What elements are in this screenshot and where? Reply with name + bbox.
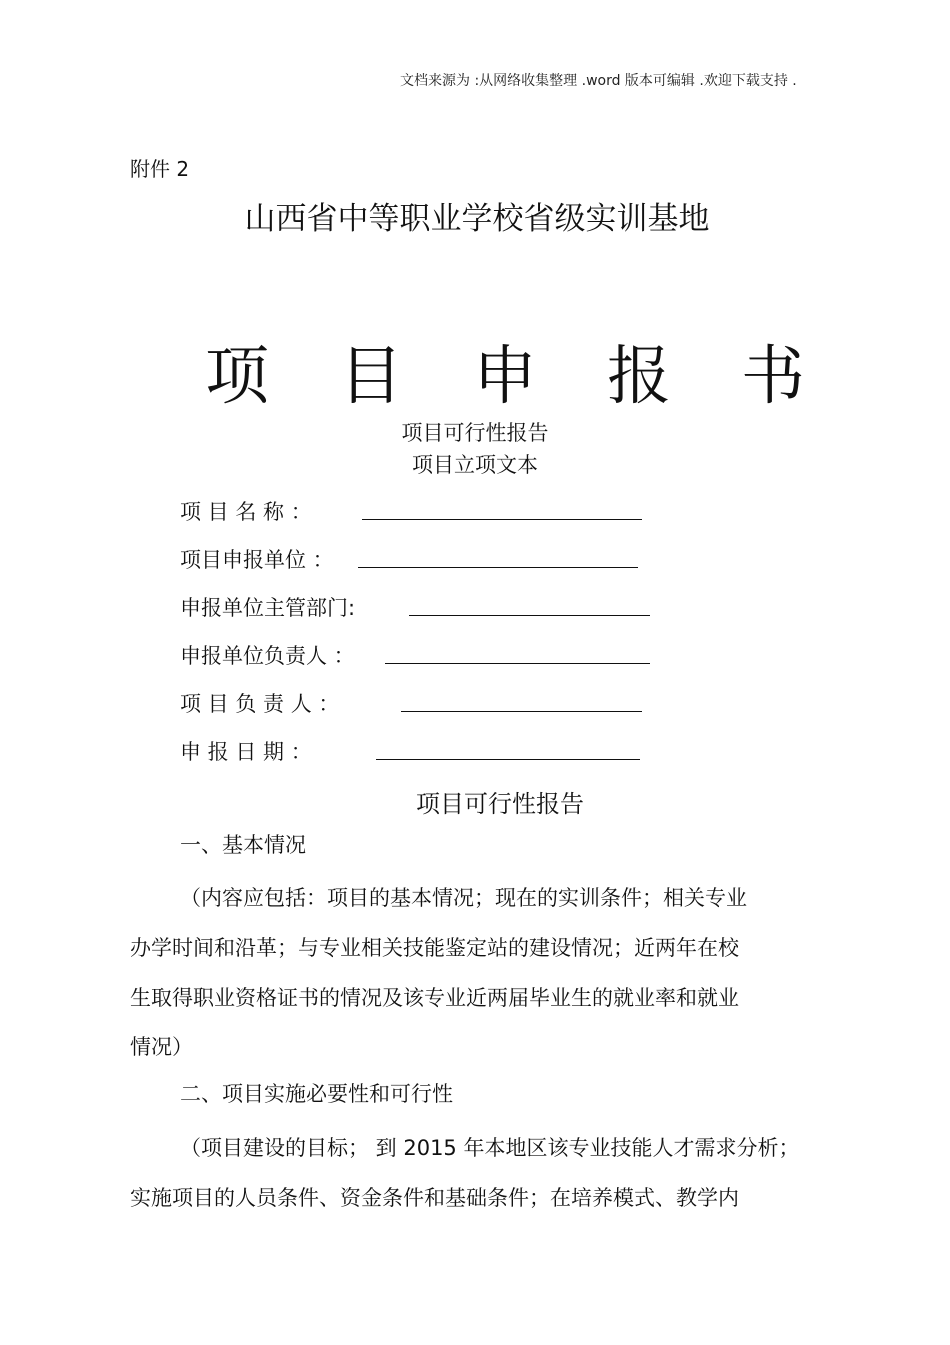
paragraph-line: 实施项目的人员条件、资金条件和基础条件；在培养模式、教学内 (130, 1186, 739, 1210)
field-label-project-leader: 项 目 负 责 人 ： (180, 692, 340, 716)
document-subtitle: 山西省中等职业学校省级实训基地 (244, 201, 710, 237)
field-line-project-leader[interactable] (401, 711, 642, 712)
title-char: 书 (741, 340, 805, 414)
section-heading-basic: 一、基本情况 (180, 833, 306, 857)
paragraph-line: 情况） (130, 1035, 193, 1059)
paragraph-line: 生取得职业资格证书的情况及该专业近两届毕业生的就业率和就业 (130, 986, 739, 1010)
field-line-unit-leader[interactable] (385, 663, 650, 664)
field-line-apply-date[interactable] (376, 759, 640, 760)
field-label-apply-date: 申 报 日 期 ： (180, 740, 312, 764)
field-label-unit-leader: 申报单位负责人 ： (180, 644, 355, 668)
title-char: 目 (339, 340, 403, 414)
field-label-supervising-dept: 申报单位主管部门: (180, 596, 356, 620)
title-char: 报 (607, 340, 671, 414)
option-feasibility-report: 项目可行性报告 (401, 421, 549, 445)
document-title (205, 325, 805, 417)
option-project-document: 项目立项文本 (412, 453, 538, 477)
field-line-project-name[interactable] (362, 519, 642, 520)
section-title: 项目可行性报告 (416, 790, 584, 818)
paragraph-line: （项目建设的目标； 到 2015 年本地区该专业技能人才需求分析； (180, 1136, 800, 1160)
field-line-applicant-unit[interactable] (358, 567, 638, 568)
paragraph-line: （内容应包括：项目的基本情况；现在的实训条件；相关专业 (180, 886, 747, 910)
paragraph-line: 办学时间和沿革；与专业相关技能鉴定站的建设情况；近两年在校 (130, 936, 739, 960)
attachment-label: 附件 2 (130, 157, 190, 181)
field-label-project-name: 项 目 名 称 ： (180, 500, 312, 524)
title-char: 项 (205, 340, 269, 414)
field-label-applicant-unit: 项目申报单位 ： (180, 548, 334, 572)
page-header-note: 文档来源为 :从网络收集整理 .word 版本可编辑 .欢迎下载支持 . (400, 73, 797, 89)
title-char: 申 (473, 340, 537, 414)
field-line-supervising-dept[interactable] (409, 615, 650, 616)
section-heading-necessity: 二、项目实施必要性和可行性 (180, 1082, 453, 1106)
